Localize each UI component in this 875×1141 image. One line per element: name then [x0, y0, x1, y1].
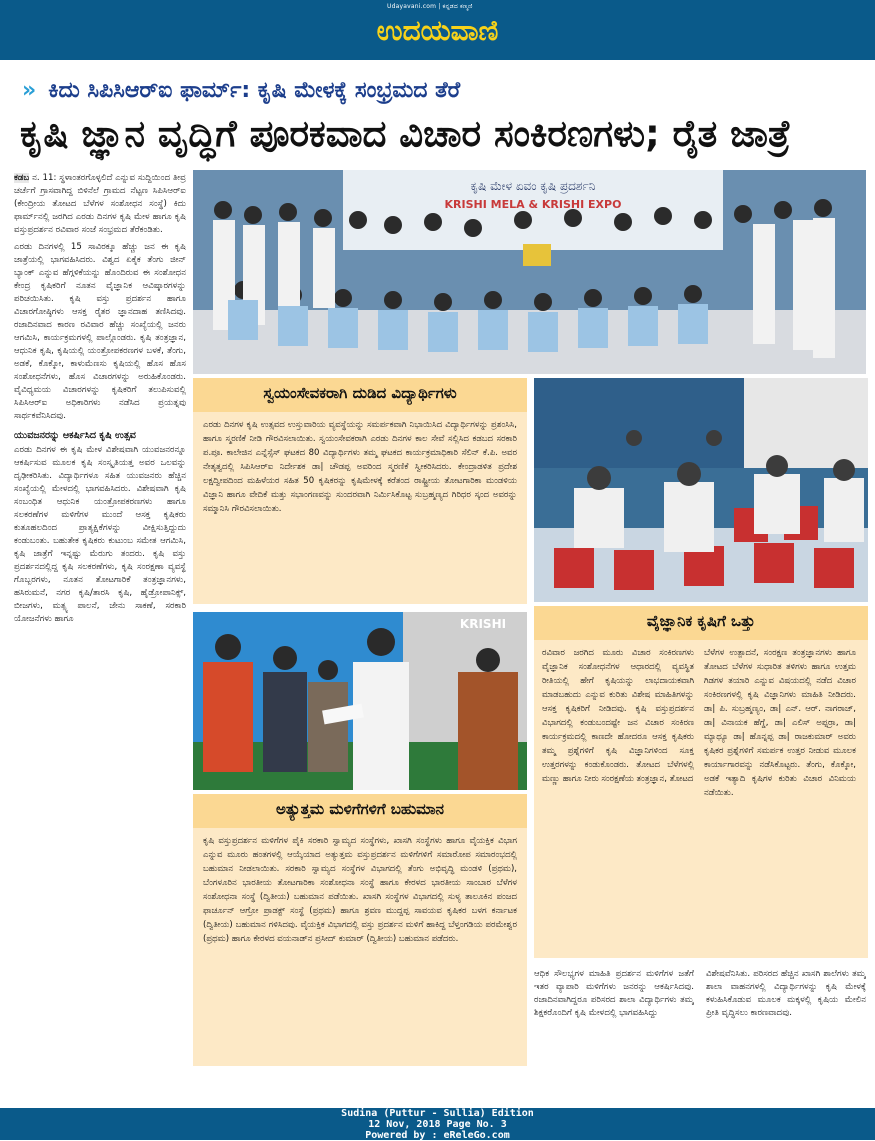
- footer-edition: Sudina (Puttur - Sullia) Edition: [341, 1108, 534, 1119]
- masthead-tagline: Udayavani.com | ಕನ್ನಡದ ಕಣ್ಮಣಿ: [387, 3, 473, 10]
- left-column: [14, 172, 186, 1087]
- left-col-para-1: ನ. 11: ಸ್ಥಳಾಂತರಗೊಳ್ಳಲಿದೆ ಎನ್ನುವ ಸುದ್ದಿಯಿಂದ ತೀವ್ರ ಚರ್ಚೆಗೆ ಗ್ರಾಸವಾಗಿದ್ದ ಬಿಳಿನೆಲೆ ಗ್ರಾಮದ ನೆಟ್ಟಣ ಸಿಪಿಸಿಆರ್‌ಐ (ಕೇಂದ್ರೀಯ ತೋಟದ ಬೆಳೆಗಳ ಸಂಶೋಧನ ಸಂಸ್ಥೆ) ಕಿದು ಫಾರ್ಮ್‌ನಲ್ಲಿ ಜರಗಿದ ಎರಡು ದಿನಗಳ ಕೃಷಿ ಮೇಳ ಹಾಗೂ ಕೃಷಿ ವಸ್ತುಪ್ರದರ್ಶನ ರವಿವಾರ ಸಂಜೆ ಸಂಭ್ರಮದ ತೆರೆಕಂಡಿತು.: [14, 173, 186, 235]
- masthead: [0, 0, 875, 60]
- box2-text: ಕೃಷಿ ವಸ್ತುಪ್ರದರ್ಶನ ಮಳಿಗೆಗಳ ಪೈಕಿ ಸರಕಾರಿ ಸ್ವಾಮ್ಯದ ಸಂಸ್ಥೆಗಳು, ಖಾಸಗಿ ಸಂಸ್ಥೆಗಳು ಹಾಗೂ ವೈಯಕ್ತಿಕ ವಿಭಾಗ ಎನ್ನುವ ಮೂರು ಹಂತಗಳಲ್ಲಿ ಆಯ್ಕೆಯಾದ ಅತ್ಯುತ್ತಮ ವಸ್ತುಪ್ರದರ್ಶನ ಮಳಿಗೆಗಳಿಗೆ ಸಮಾರೋಪ ಸಮಾರಂಭದಲ್ಲಿ ಬಹುಮಾನ ನೀಡಲಾಯಿತು. ಸರಕಾರಿ ಸ್ವಾಮ್ಯದ ಸಂಸ್ಥೆಗಳ ವಿಭಾಗದಲ್ಲಿ ತೆಂಗು ಅಭಿವೃದ್ಧಿ ಮಂಡಳಿ (ಪ್ರಥಮ), ಬೆಂಗಳೂರಿನ ಭಾರತೀಯ ತೋಟಗಾರಿಕಾ ಸಂಶೋಧನಾ ಸಂಸ್ಥೆ ಹಾಗೂ ಕೇರಳದ ಭಾರತೀಯ ಸಾಂಬಾರ ಬೆಳೆಗಳ ಸಂಶೋಧನಾ ಸಂಸ್ಥೆ (ದ್ವಿತೀಯ) ಬಹುಮಾನ ಪಡೆಯಿತು. ಖಾಸಗಿ ಸಂಸ್ಥೆಗಳ ವಿಭಾಗದಲ್ಲಿ ಸುಳ್ಯ ತಾಲೂಕಿನ ಪಂಜದ ಫಾರ್ಚೂನ್ ಆಗ್ರೋ ಪ್ರಾಡಕ್ಟ್ ಸಂಸ್ಥೆ (ಪ್ರಥಮ) ಹಾಗೂ ಶ್ರವಣ ಮುದ್ದಪ್ಪ ಸಾವಯವ ಕೃಷಿಕರ ಬಳಗ ಕರ್ನಾಟಕ (ದ್ವಿತೀಯ) ಬಹುಮಾನ ಗಳಿಸಿದವು. ವೈಯಕ್ತಿಕ ವಿಭಾಗದಲ್ಲಿ ವಸ್ತು ಪ್ರದರ್ಶನ ಮಳಿಗೆ ಹಾಕಿದ್ದ ಬೆಳ್ತಂಗಡಿಯ ಪರಮೇಶ್ವರ (ಪ್ರಥಮ) ಹಾಗೂ ಕೇರಳದ ವಯನಾಡ್‌ನ ಪ್ರಸೀದ್ ಕುಮಾರ್ (ದ್ವಿತೀಯ) ಬಹುಮಾನ ಪಡೆದರು.: [203, 836, 517, 944]
- double-chevron-icon: »: [22, 78, 37, 103]
- footer-date-page: 12 Nov, 2018 Page No. 3: [368, 1119, 507, 1130]
- box1-text: ಎರಡು ದಿನಗಳ ಕೃಷಿ ಉತ್ಸವದ ಉಸ್ತುವಾರಿಯ ವ್ಯವಸ್ಥೆಯನ್ನು ಸಮರ್ಪಕವಾಗಿ ನಿಭಾಯಿಸಿದ ವಿದ್ಯಾರ್ಥಿಗಳನ್ನು ಪ್ರಶಂಸಿಸಿ, ಹಾಗೂ ಸ್ಮರಣಿಕೆ ನೀಡಿ ಗೌರವಿಸಲಾಯಿತು. ಸ್ವಯಂಸೇವಕರಾಗಿ ಎರಡು ದಿನಗಳ ಕಾಲ ಸೇವೆ ಸಲ್ಲಿಸಿದ ಕಡಬದ ಸರಕಾರಿ ಪ.ಪೂ. ಕಾಲೇಜಿನ ಎನ್ನೆಸ್ಸೆಸ್ ಘಟಕದ 80 ವಿದ್ಯಾರ್ಥಿಗಳು ತಮ್ಮ ಘಟಕದ ಕಾರ್ಯಕ್ರಮಾಧಿಕಾರಿ ಸೆಲಿನ್ ಕೆ.ಪಿ. ಅವರ ನೇತೃತ್ವದಲ್ಲಿ ಸಿಪಿಸಿಆರ್‌ಐ ನಿರ್ದೇಶಕ ಡಾ| ಚೌಡಪ್ಪ ಅವರಿಂದ ಸ್ಮರಣಿಕೆ ಸ್ವೀಕರಿಸಿದರು. ಕೇಂದ್ರಾಡಳಿತ ಪ್ರದೇಶ ಲಕ್ಷದ್ವೀಪದಿಂದ ಮಹಿಳೆಯರ ಸಹಿತ 50 ಕೃಷಿಕರನ್ನು ಕೃಷಿಮೇಳಕ್ಕೆ ಕರೆತಂದ ರಾಷ್ಟ್ರೀಯ ತೋಟಗಾರಿಕಾ ಮಂಡಳಿಯ ವಿಜ್ಞಾನಿ ಹಾಗೂ ವೇದಿಕೆ ಮತ್ತು ಸಭಾಂಗಣವನ್ನು ಸುಂದರವಾಗಿ ನಿರ್ಮಿಸಿಕೊಟ್ಟ ಸುಬ್ರಹ್ಮಣ್ಯದ ಗಿರಿಧರ ಸ್ಕಂದ ಅವರನ್ನು ಸಮ್ಮಾನಿಸಿ ಗೌರವಿಸಲಾಯಿತು.: [203, 420, 517, 514]
- box2-title: ಅತ್ಯುತ್ತಮ ಮಳಿಗೆಗಳಿಗೆ ಬಹುಮಾನ: [193, 794, 527, 828]
- box3-col-1: ರವಿವಾರ ಜರಗಿದ ಮೂರು ವಿಚಾರ ಸಂಕಿರಣಗಳು ವೈಜ್ಞಾನಿಕ ಸಂಶೋಧನೆಗಳ ಆಧಾರದಲ್ಲಿ ವ್ಯವಸ್ಥಿತ ರೀತಿಯಲ್ಲಿ ಹೇಗೆ ಕೃಷಿಯನ್ನು ಲಾಭದಾಯಕವಾಗಿ ಮಾಡಬಹುದು ಎನ್ನುವ ಕುರಿತು ವಿಶೇಷ ಮಾಹಿತಿಗಳನ್ನು ಆಸಕ್ತ ಕೃಷಿಕರಿಗೆ ನೀಡಿದವು. ಕೃಷಿ ವಸ್ತುಪ್ರದರ್ಶನ ವಿಭಾಗದಲ್ಲಿ ಕಂಡುಬಂದಷ್ಟೇ ಜನ ವಿಚಾರ ಸಂಕಿರಣ ಕಾರ್ಯಕ್ರಮದಲ್ಲಿ ಕಾಣದೇ ಹೋದರೂ ಆಸಕ್ತ ಕೃಷಿಕರು ತಮ್ಮ ಪ್ರಶ್ನೆಗಳಿಗೆ ಕೃಷಿ ವಿಜ್ಞಾನಿಗಳಿಂದ ಸೂಕ್ತ ಉತ್ತರಗಳನ್ನು ಕಂಡುಕೊಂಡರು. ತೋಟದ ಬೆಳೆಗಳಲ್ಲಿ ಮಣ್ಣು ಹಾಗೂ ನೀರು ಸಂರಕ್ಷಣೆಯ ತಂತ್ರಜ್ಞಾನ, ತೋಟದ: [542, 648, 694, 784]
- newspaper-logo[interactable]: ಉದಯವಾಣಿ: [376, 14, 499, 47]
- photo1-banner: ಕೃಷಿ ಮೇಳ ಏವಂ ಕೃಷಿ ಪ್ರದರ್ಶನಿ: [470, 179, 596, 193]
- photo-award-ceremony: [193, 612, 527, 790]
- spacer: [172, 170, 188, 171]
- divider: [534, 964, 868, 965]
- bottom-col-2: ವಿಶೇಷವೆನಿಸಿತು. ಪರಿಸರದ ಹೆಚ್ಚಿನ ಖಾಸಗಿ ಶಾಲೆಗಳು ತಮ್ಮ ಶಾಲಾ ವಾಹನಗಳಲ್ಲಿ ವಿದ್ಯಾರ್ಥಿಗಳನ್ನು ಕೃಷಿ ಮೇಳಕ್ಕೆ ಕಳುಹಿಸಿಕೊಡುವ ಮೂಲಕ ಮಕ್ಕಳಲ್ಲಿ ಕೃಷಿಯ ಮೇಲಿನ ಪ್ರೀತಿ ವೃದ್ಧಿಸಲು ಕಾರಣವಾದವು.: [706, 969, 866, 1018]
- photo3-banner: KRISHI: [459, 617, 507, 631]
- dateline: ಕಡಬ: [14, 173, 30, 183]
- left-col-para-2: ಎರಡು ದಿನಗಳಲ್ಲಿ 15 ಸಾವಿರಕ್ಕೂ ಹೆಚ್ಚು ಜನ ಈ ಕೃಷಿ ಜಾತ್ರೆಯಲ್ಲಿ ಭಾಗವಹಿಸಿದರು. ವಿಶ್ವದ ಏಕೈಕ ತೆಂಗು ಜೀನ್ ಬ್ಯಾಂಕ್ ಎನ್ನುವ ಹೆಗ್ಗಳಿಕೆಯನ್ನು ಹೊಂದಿರುವ ಈ ಸಂಶೋಧನ ಕೇಂದ್ರ ಕೃಷಿಕರಿಗೆ ನೂತನ ವೈಜ್ಞಾನಿಕ ಆವಿಷ್ಕಾರಗಳನ್ನು ಪರಿಚಯಿಸಿತು. ಕೃಷಿ ವಸ್ತು ಪ್ರದರ್ಶನ ಹಾಗೂ ವಿಚಾರಗೋಷ್ಠಿಗಳು ಆಸಕ್ತ ರೈತರ ಜ್ಞಾನದಾಹ ತಣಿಸಿದವು. ರಜಾದಿನವಾದ ಕಾರಣ ರವಿವಾರ ಹೆಚ್ಚು ಸಂಖ್ಯೆಯಲ್ಲಿ ಜನರು ಆಗಮಿಸಿ, ಕಾರ್ಯಕ್ರಮಗಳಲ್ಲಿ ಪಾಲ್ಗೊಂಡರು. ಕೃಷಿ ತಂತ್ರಜ್ಞಾನ, ಆಧುನಿಕ ಕೃಷಿ, ಕೃಷಿಯಲ್ಲಿ ಯಂತ್ರೋಪಕರಣಗಳ ಬಳಕೆ, ತೆಂಗು, ಅಡಕೆ, ಕೊಕ್ಕೋ, ಕಾಳುಮೆಣಸು ಕೃಷಿಯಲ್ಲಿ ಹೊಸ ಹೊಸ ಸಂಶೋಧನೆಗಳು, ಹೊಸ ವಿಚಾರಗಳನ್ನು ಅರುಹಿಕೊಂಡರು. ವೈವಿಧ್ಯಮಯ ವಿಚಾರಗಳನ್ನು ಕೃಷಿಕರಿಗೆ ತಲುಪಿಸುವಲ್ಲಿ ಸಿಪಿಸಿಆರ್‌ಐ ಅಧಿಕಾರಿಗಳು ನಡೆಸಿದ ಪ್ರಯತ್ನವು ಸಾರ್ಥಕವೆನಿಸಿದವು.: [14, 242, 186, 421]
- box3-col-2: ಬೆಳೆಗಳ ಉತ್ಪಾದನೆ, ಸಂರಕ್ಷಣ ತಂತ್ರಜ್ಞಾನಗಳು ಹಾಗೂ ತೋಟದ ಬೆಳೆಗಳ ಸುಧಾರಿತ ತಳಿಗಳು ಹಾಗೂ ಉತ್ತಮ ಗಿಡಗಳ ತಯಾರಿ ಎನ್ನುವ ವಿಷಯದಲ್ಲಿ ನಡೆದ ವಿಚಾರ ಸಂಕಿರಣಗಳಲ್ಲಿ ಕೃಷಿ ವಿಜ್ಞಾನಿಗಳು ಮಾಹಿತಿ ನೀಡಿದರು. ಡಾ| ಪಿ. ಸುಬ್ರಹ್ಮಣ್ಯಂ, ಡಾ| ಎನ್. ಆರ್. ನಾಗರಾಜ್, ಡಾ| ವಿನಾಯಕ ಹೆಗ್ಡೆ, ಡಾ| ಎಲಿಸ್ ಅಪ್ಪರ್ರಾ, ಡಾ| ಮ್ಯಾಥ್ಯೂ ಡಾ| ಹೊನ್ನಪ್ಪ ಡಾ| ರಾಜಕುಮಾರ್ ಅವರು ಕೃಷಿಕರ ಪ್ರಶ್ನೆಗಳಿಗೆ ಸಮರ್ಪಕ ಉತ್ತರ ನೀಡುವ ಮೂಲಕ ಕಾರ್ಯಾಗಾರವನ್ನು ನಡೆಸಿಕೊಟ್ಟರು. ತೆಂಗು, ಕೊಕ್ಕೋ, ಅಡಕೆ ಇತ್ಯಾದಿ ಕೃಷಿಗಳ ಕುರಿತು ವಿಚಾರ ವಿನಿಮಯ ನಡೆಯಿತು.: [704, 648, 856, 798]
- left-col-para-3: ಎರಡು ದಿನಗಳ ಈ ಕೃಷಿ ಮೇಳ ವಿಶೇಷವಾಗಿ ಯುವಜನರನ್ನೂ ಆಕರ್ಷಿಸುವ ಮೂಲಕ ಕೃಷಿ ಸಂಸ್ಕೃತಿಯತ್ತ ಅವರ ಒಲವನ್ನು ದೃಢೀಕರಿಸಿತು. ವಿದ್ಯಾರ್ಥಿಗಳೂ ಸಹಿತ ಯುವಜನರು ಹೆಚ್ಚಿನ ಸಂಖ್ಯೆಯಲ್ಲಿ ಮೇಳದಲ್ಲಿ ಭಾಗವಹಿಸಿದರು. ವಿಶೇಷವಾಗಿ ಕೃಷಿ ಸಂಬಂಧಿತ ಆಧುನಿಕ ಯಂತ್ರೋಪಕರಣಗಳು ಹಾಗೂ ಸಲಕರಣೆಗಳ ಮಳಿಗೆಗಳ ಮುಂದೆ ಆಸಕ್ತ ಕೃಷಿಕರು ಕುತೂಹಲದಿಂದ ಪ್ರಾತ್ಯಕ್ಷಿಕೆಗಳನ್ನು ವೀಕ್ಷಿಸುತ್ತಿದ್ದುದು ಕಂಡುಬಂತು. ಬಹುತೇಕ ಕೃಷಿಕರು ಕುಟುಂಬ ಸಮೇತ ಆಗಮಿಸಿ, ಕೃಷಿ ಜಾತ್ರೆಗೆ ಇನ್ನಷ್ಟು ಮೆರುಗು ತಂದರು. ಕೃಷಿ ವಸ್ತು ಪ್ರದರ್ಶನದಲ್ಲಿದ್ದ ಕೃಷಿ ಸಲಕರಣೆಗಳು, ಕೃಷಿ ಸಂರಕ್ಷಣಾ ವ್ಯವಸ್ಥೆ ಗೊಬ್ಬರಗಳು, ನೂತನ ತೋಟಗಾರಿಕೆ ತಂತ್ರಜ್ಞಾನಗಳು, ಹಸಿರುಮನೆ, ನಗರ ಕೃಷಿ/ತಾರಸಿ ಕೃಷಿ, ಹೈಡ್ರೋಪಾನಿಕ್ಸ್, ಬೀಜಗಳು, ಮತ್ಸ್ಯ ಪಾಲನೆ, ಜೇನು ಸಾಕಣೆ, ಸರಕಾರಿ ಯೋಜನೆಗಳು ಹಾಗೂ: [14, 445, 186, 624]
- sidebar-box-scientific-farming: [534, 606, 868, 958]
- article-kicker-text: ಕಿದು ಸಿಪಿಸಿಆರ್‌ಐ ಫಾರ್ಮ್‌: ಕೃಷಿ ಮೇಳಕ್ಕೆ ಸಂಭ್ರಮದ ತೆರೆ: [48, 78, 461, 103]
- sidebar-box-stall-prizes: [193, 794, 527, 1066]
- bottom-col-1: ಆಧಿಕ ಸೌಲಭ್ಯಗಳ ಮಾಹಿತಿ ಪ್ರದರ್ಶನ ಮಳಿಗೆಗಳ ಜತೆಗೆ ಇತರ ವ್ಯಾಪಾರಿ ಮಳಿಗೆಗಳು ಜನರನ್ನು ಆಕರ್ಷಿಸಿದವು. ರಜಾದಿನವಾಗಿದ್ದರೂ ಪರಿಸರದ ಶಾಲಾ ವಿದ್ಯಾರ್ಥಿಗಳು ತಮ್ಮ ಶಿಕ್ಷಕರೊಂದಿಗೆ ಕೃಷಿ ಮೇಳದಲ್ಲಿ ಭಾಗವಹಿಸಿದ್ದು: [534, 969, 694, 1018]
- photo1-banner-english: KRISHI MELA & KRISHI EXPO: [444, 198, 622, 211]
- box1-title: ಸ್ವಯಂಸೇವಕರಾಗಿ ದುಡಿದ ವಿದ್ಯಾರ್ಥಿಗಳು: [193, 378, 527, 412]
- sidebar-box-volunteers: [193, 378, 527, 604]
- edition-footer: [0, 1108, 875, 1140]
- left-col-subhead: ಯುವಜನರನ್ನು ಆಕರ್ಷಿಸಿದ ಕೃಷಿ ಉತ್ಸವ: [14, 430, 136, 441]
- article-headline: ಕೃಷಿ ಜ್ಞಾನ ವೃದ್ಧಿಗೆ ಪೂರಕವಾದ ವಿಚಾರ ಸಂಕಿರಣಗಳು; ರೈತ ಜಾತ್ರೆ: [20, 112, 791, 155]
- article-kicker: [22, 78, 842, 110]
- box3-title: ವೈಜ್ಞಾನಿಕ ಕೃಷಿಗೆ ಒತ್ತು: [534, 606, 868, 640]
- footer-powered-by[interactable]: Powered by : eReleGo.com: [365, 1130, 510, 1141]
- photo-seminar-audience: [534, 378, 868, 602]
- photo-students-group: [193, 170, 866, 374]
